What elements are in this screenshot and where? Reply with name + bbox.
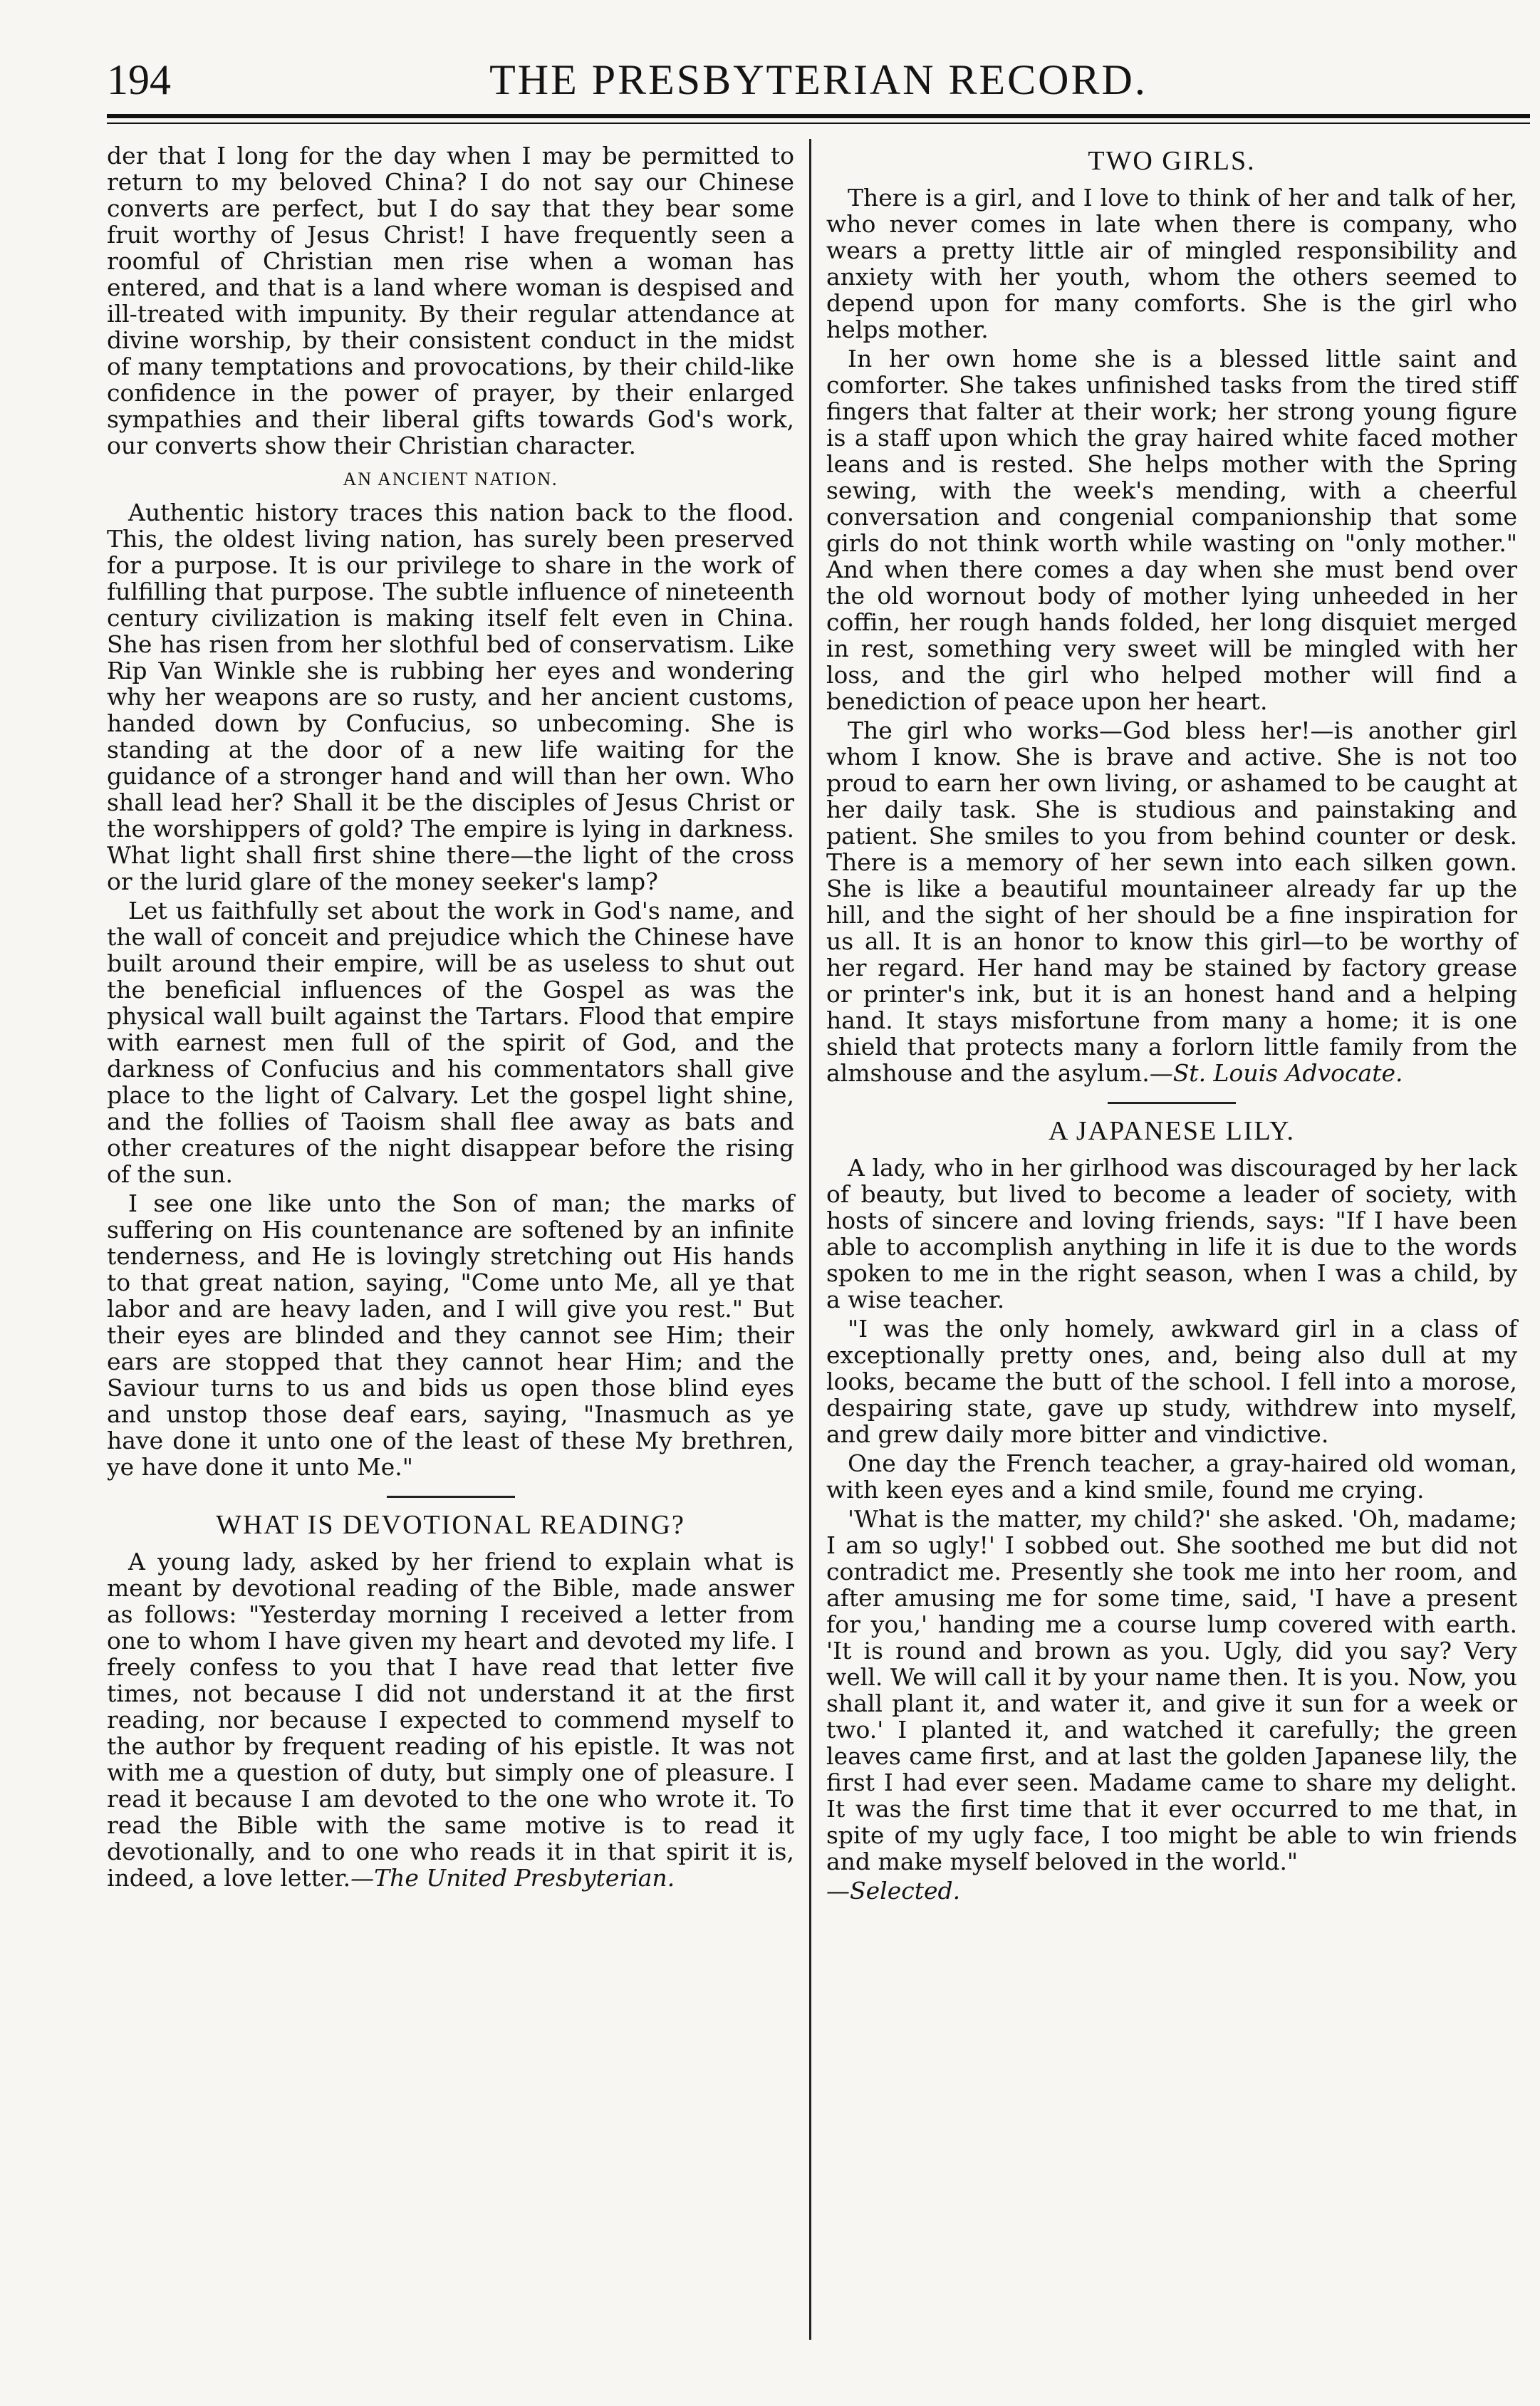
header-rule-thin	[107, 123, 1530, 124]
paragraph: Authentic history traces this nation back to the flood. This, the oldest living nation, has surely been preserved for a purpose. It is our privilege to share in the work of fulfilling that purpose. The subtle influence of nineteenth century civilization is making itself felt even in China. She has risen from her slothful bed of conservatism. Like Rip Van Winkle she is rubbing her eyes and wondering why her weapons are so rusty, and her ancient customs, handed down by Confucius, so unbecoming. She is standing at the door of a new life waiting for the guidance of a stronger hand and will than her own. Who shall lead her? Shall it be the disciples of Jesus Christ or the worshippers of gold? The empire is lying in darkness. What light shall first shine there—the light of the cross or the lurid glare of the money seeker's lamp?	[107, 499, 794, 895]
paragraph-text: A young lady, asked by her friend to explain what is meant by devotional reading of the Bible, made answer as follows: "Yesterday morning I received a letter from one to whom I have given my heart and devoted my life. I freely confess to you that I have read that letter five times, not because I did not understand it at the first reading, nor because I expected to commend myself to the author by frequent reading of his epistle. It was not with me a question of duty, but simply one of pleasure. I read it because I am devoted to the one who wrote it. To read the Bible with the same motive is to read it devotionally, and to one who reads it in that spirit it is, indeed, a love letter.	[107, 1548, 794, 1892]
page-number: 194	[107, 56, 171, 103]
paragraph: In her own home she is a blessed little saint and comforter. She takes unfinished tasks from the tired stiff fingers that falter at their work; her strong young figure is a staff upon which the gray haired white faced mother leans and is rested. She helps mother with the Spring sewing, with the week's mending, with a cheerful conversation and congenial companionship that some girls do not think worth while wasting on "only mother." And when there comes a day when she must bend over the old wornout body of mother lying unheeded in her coffin, her rough hands folded, her long disquiet merged in rest, something very sweet will be mingled with her loss, and the girl who helped mother will find a benediction of peace upon her heart.	[826, 345, 1517, 715]
paragraph: One day the French teacher, a gray-haired old woman, with keen eyes and a kind smile, found me crying.	[826, 1449, 1517, 1504]
right-column	[826, 142, 1517, 1907]
paragraph: I see one like unto the Son of man; the marks of suffering on His countenance are softened by an infinite tenderness, and He is lovingly stretching out His hands to that great nation, saying, "Come unto Me, all ye that labor and are heavy laden, and I will give you rest." But their eyes are blinded and they cannot see Him; their ears are stopped that they cannot hear Him; and the Saviour turns to us and bids us open those blind eyes and unstop those deaf ears, saying, "Inasmuch as ye have done it unto one of the least of these My brethren, ye have done it unto Me."	[107, 1189, 794, 1481]
paragraph-text: The girl who works—God bless her!—is another girl whom I know. She is brave and active. She is not too proud to earn her own living, or ashamed to be caught at her daily task. She is studious and painstaking and patient. She smiles to you from behind counter or desk. There is a memory of her sewn into each silken gown. She is like a beautiful mountaineer already far up the hill, and the sight of her should be a fine inspiration for us all. It is an honor to know this girl—to be worthy of her regard. Her hand may be stained by factory grease or printer's ink, but it is an honest hand and a helping hand. It stays misfortune from many a home; it is one shield that protects many a forlorn little family from the almshouse and the asylum.	[826, 717, 1517, 1087]
paragraph: A lady, who in her girlhood was discouraged by her lack of beauty, but lived to become a leader of society, with hosts of sincere and loving friends, says: "If I have been able to accomplish anything in life it is due to the words spoken to me in the right season, when I was a child, by a wise teacher.	[826, 1154, 1517, 1313]
publication-title: THE PRESBYTERIAN RECORD.	[489, 56, 1148, 103]
paragraph: "I was the only homely, awkward girl in a class of exceptionally pretty ones, and, being also dull at my looks, became the butt of the school. I fell into a morose, despairing state, gave up study, withdrew into myself, and grew daily more bitter and vindictive.	[826, 1315, 1517, 1448]
paragraph: der that I long for the day when I may be permitted to return to my beloved China? I do not say our Chinese converts are perfect, but I do say that they bear some fruit worthy of Jesus Christ! I have frequently seen a roomful of Christian men rise when a woman has entered, and that is a land where woman is despised and ill-treated with impunity. By their regular attendance at divine worship, by their consistent conduct in the midst of many temptations and provocations, by their child-like confidence in the power of prayer, by their enlarged sympathies and their liberal gifts towards God's work, our converts show their Christian character.	[107, 142, 794, 459]
page-header	[107, 56, 1530, 105]
section-separator	[1108, 1102, 1236, 1104]
paragraph	[826, 717, 1517, 1086]
article-title-devotional-reading: WHAT IS DEVOTIONAL READING?	[216, 1510, 685, 1540]
source-attribution: —Selected.	[826, 1877, 961, 1905]
article-title-japanese-lily: A JAPANESE LILY.	[1049, 1116, 1295, 1146]
subheading-ancient-nation: AN ANCIENT NATION.	[343, 469, 558, 489]
paragraph: There is a girl, and I love to think of her and talk of her, who never comes in late when there is company, who wears a pretty little air of mingled responsibility and anxiety with her youth, whom the others seemed to depend upon for many comforts. She is the girl who helps mother.	[826, 184, 1517, 343]
article-title-two-girls: TWO GIRLS.	[1088, 146, 1256, 176]
source-attribution: —The United Presbyterian.	[350, 1864, 675, 1892]
paragraph	[107, 1548, 794, 1891]
left-column	[107, 142, 794, 1894]
source-attribution: —St. Louis Advocate.	[1149, 1059, 1403, 1087]
paragraph: 'What is the matter, my child?' she asked. 'Oh, madame; I am so ugly!' I sobbed out. She soothed me but did not contradict me. Presently she took me into her room, and after amusing me for some time, said, 'I have a present for you,' handing me a course lump covered with earth. 'It is round and brown as you. Ugly, did you say? Very well. We will call it by your name then. It is you. Now, you shall plant it, and water it, and give it sun for a week or two.' I planted it, and watched it carefully; the green leaves came first, and at last the golden Japanese lily, the first I had ever seen. Madame came to share my delight. It was the first time that it ever occurred to me that, in spite of my ugly face, I too might be able to win friends and make myself beloved in the world."	[826, 1505, 1517, 1875]
paragraph: Let us faithfully set about the work in God's name, and the wall of conceit and prejudice which the Chinese have built around their empire, will be as useless to shut out the beneficial influences of the Gospel as was the physical wall built against the Tartars. Flood that empire with earnest men full of the spirit of God, and the darkness of Confucius and his commentators shall give place to the light of Calvary. Let the gospel light shine, and the follies of Taoism shall flee away as bats and other creatures of the night disappear before the rising of the sun.	[107, 897, 794, 1188]
header-rule-thick	[107, 114, 1530, 118]
column-divider	[809, 139, 811, 2340]
section-separator	[387, 1496, 515, 1498]
